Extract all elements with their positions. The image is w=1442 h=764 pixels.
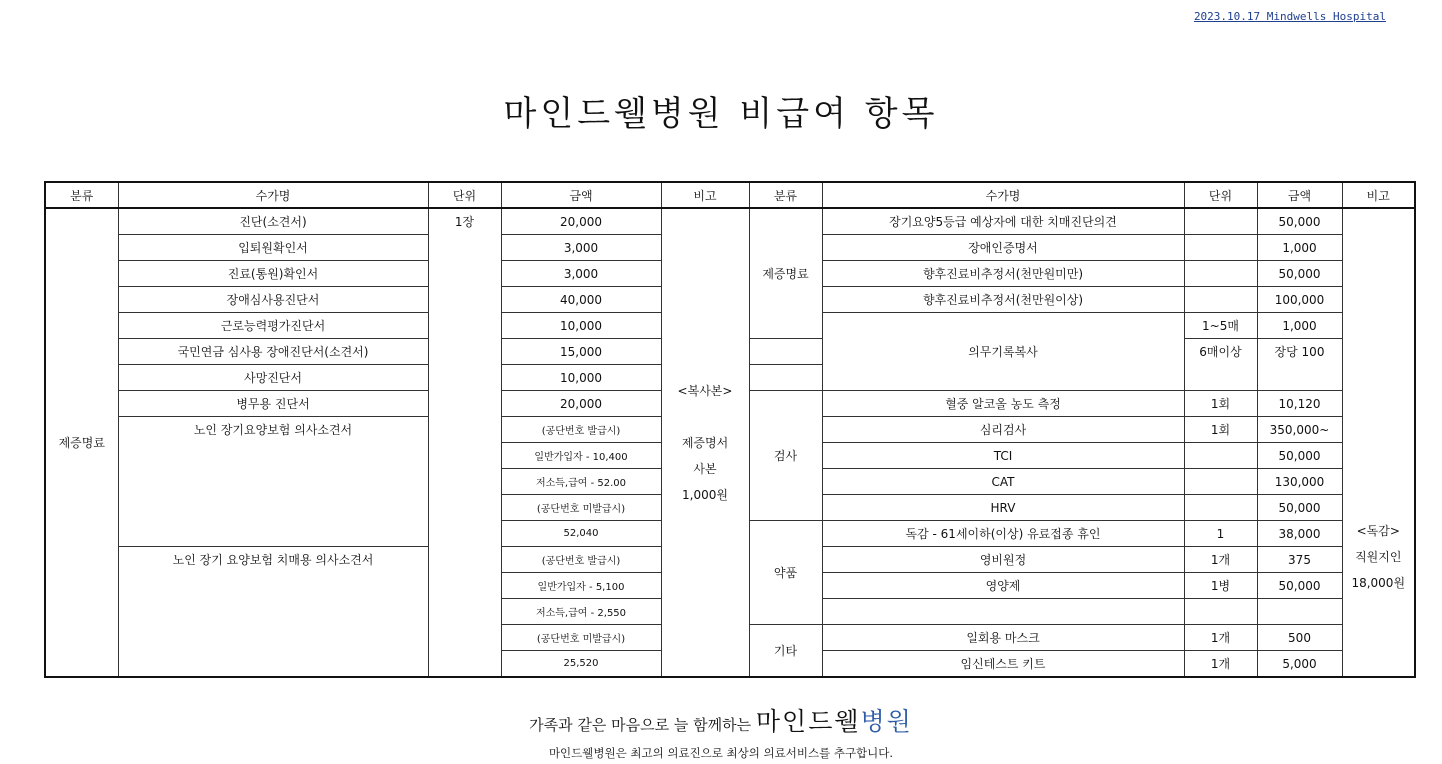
fee-unit: 1개 xyxy=(1184,651,1257,678)
fee-amount-line: (공단번호 미발급시) xyxy=(501,625,661,651)
fee-amount: 100,000 xyxy=(1257,287,1342,313)
fee-name: 일회용 마스크 xyxy=(822,625,1184,651)
header-unit: 단위 xyxy=(428,182,501,208)
right-category-cert-cont xyxy=(749,339,822,365)
fee-amount: 1,000 xyxy=(1257,313,1342,339)
header-note: 비고 xyxy=(1342,182,1415,208)
fee-amount: 1,000 xyxy=(1257,235,1342,261)
fee-amount-line: 저소득,급여 - 52.00 xyxy=(501,469,661,495)
fee-name: 사망진단서 xyxy=(118,365,428,391)
fee-amount: 3,000 xyxy=(501,235,661,261)
fee-name: 병무용 진단서 xyxy=(118,391,428,417)
note-line: 1,000원 xyxy=(682,487,728,502)
note-line: 직원지인 xyxy=(1355,550,1402,564)
fee-unit xyxy=(1184,261,1257,287)
fee-amount: 5,000 xyxy=(1257,651,1342,678)
fee-amount-line: (공단번호 미발급시) xyxy=(501,495,661,521)
table-header-row xyxy=(45,182,1415,208)
slogan xyxy=(0,702,1442,738)
fee-name: 진단(소견서) xyxy=(118,208,428,235)
note-line: 제증명서 xyxy=(681,435,729,450)
fee-amount-line: 25,520 xyxy=(501,651,661,678)
fee-unit xyxy=(1184,208,1257,235)
fee-name: 영양제 xyxy=(822,573,1184,599)
fee-unit: 1회 xyxy=(1184,417,1257,443)
note-line: 18,000원 xyxy=(1351,576,1406,590)
fee-amount-line: 저소득,급여 - 2,550 xyxy=(501,599,661,625)
fee-name: HRV xyxy=(822,495,1184,521)
fee-amount: 38,000 xyxy=(1257,521,1342,547)
header-category: 분류 xyxy=(45,182,118,208)
fee-amount: 15,000 xyxy=(501,339,661,365)
slogan-text: 가족과 같은 마음으로 늘 함께하는 xyxy=(529,716,752,734)
fee-amount: 장당 100 xyxy=(1257,339,1342,391)
fee-unit xyxy=(1184,469,1257,495)
header-date-line[interactable]: 2023.10.17 Mindwells Hospital xyxy=(1193,10,1386,23)
header-fee-name: 수가명 xyxy=(118,182,428,208)
brand-name: 마인드웰 xyxy=(755,707,861,736)
right-note xyxy=(1342,208,1415,677)
fee-name: 근로능력평가진단서 xyxy=(118,313,428,339)
fee-amount: 50,000 xyxy=(1257,573,1342,599)
fee-name: 심리검사 xyxy=(822,417,1184,443)
fee-unit xyxy=(1184,443,1257,469)
note-line: 사본 xyxy=(693,461,717,476)
fee-name: 입퇴원확인서 xyxy=(118,235,428,261)
fee-unit-empty xyxy=(1184,599,1257,625)
fee-unit xyxy=(1184,495,1257,521)
header-amount: 금액 xyxy=(501,182,661,208)
fee-name: 장애인증명서 xyxy=(822,235,1184,261)
fee-amount: 20,000 xyxy=(501,208,661,235)
brand-suffix: 병원 xyxy=(860,707,913,736)
fee-amount: 20,000 xyxy=(501,391,661,417)
fee-amount: 130,000 xyxy=(1257,469,1342,495)
fee-name-records: 의무기록복사 xyxy=(822,313,1184,391)
fee-amount-line: (공단번호 발급시) xyxy=(501,547,661,573)
fee-amount: 375 xyxy=(1257,547,1342,573)
fee-name: TCI xyxy=(822,443,1184,469)
right-category-cert-cont xyxy=(749,365,822,391)
header-unit: 단위 xyxy=(1184,182,1257,208)
fee-amount: 50,000 xyxy=(1257,443,1342,469)
fee-name: 진료(통원)확인서 xyxy=(118,261,428,287)
fee-unit: 1 xyxy=(1184,521,1257,547)
fee-amount: 50,000 xyxy=(1257,495,1342,521)
fee-amount-empty xyxy=(1257,599,1342,625)
fee-name: 임신테스트 키트 xyxy=(822,651,1184,678)
fee-unit: 1개 xyxy=(1184,547,1257,573)
left-note xyxy=(661,208,749,677)
note-line: <독감> xyxy=(1356,524,1400,538)
fee-amount: 10,000 xyxy=(501,365,661,391)
fee-amount: 50,000 xyxy=(1257,208,1342,235)
fee-amount-line: (공단번호 발급시) xyxy=(501,417,661,443)
header-fee-name: 수가명 xyxy=(822,182,1184,208)
fee-name-elder-1: 노인 장기요양보험 의사소견서 xyxy=(118,417,428,547)
fee-unit xyxy=(1184,287,1257,313)
fee-name: 영비원정 xyxy=(822,547,1184,573)
fee-amount: 10,000 xyxy=(501,313,661,339)
fee-amount: 500 xyxy=(1257,625,1342,651)
fee-name: CAT xyxy=(822,469,1184,495)
fee-amount-line: 일반가입자 - 5,100 xyxy=(501,573,661,599)
header-note: 비고 xyxy=(661,182,749,208)
fee-name-empty xyxy=(822,599,1184,625)
fee-name: 장기요양5등급 예상자에 대한 치매진단의견 xyxy=(822,208,1184,235)
fee-amount: 50,000 xyxy=(1257,261,1342,287)
left-unit: 1장 xyxy=(428,208,501,677)
fee-amount: 40,000 xyxy=(501,287,661,313)
fee-amount-line: 일반가입자 - 10,400 xyxy=(501,443,661,469)
fee-amount: 350,000~ xyxy=(1257,417,1342,443)
left-category: 제증명료 xyxy=(45,208,118,677)
fee-unit: 1회 xyxy=(1184,391,1257,417)
right-category-etc: 기타 xyxy=(749,625,822,678)
fee-name: 향후진료비추정서(천만원이상) xyxy=(822,287,1184,313)
table-row xyxy=(45,208,1415,235)
right-category-cert: 제증명료 xyxy=(749,208,822,339)
fee-name: 향후진료비추정서(천만원미만) xyxy=(822,261,1184,287)
footer-subtitle: 마인드웰병원은 최고의 의료진으로 최상의 의료서비스를 추구합니다. xyxy=(548,746,894,760)
fee-name-elder-2: 노인 장기 요양보험 치매용 의사소견서 xyxy=(118,547,428,678)
fee-unit: 6매이상 xyxy=(1184,339,1257,391)
fee-name: 국민연금 심사용 장애진단서(소견서) xyxy=(118,339,428,365)
fee-unit xyxy=(1184,235,1257,261)
page-title: 마인드웰병원 비급여 항목 xyxy=(503,94,939,134)
fee-unit: 1개 xyxy=(1184,625,1257,651)
fee-name: 혈중 알코올 농도 측정 xyxy=(822,391,1184,417)
right-category-drug: 약품 xyxy=(749,521,822,625)
fee-name: 장애심사용진단서 xyxy=(118,287,428,313)
fee-table xyxy=(44,181,1416,678)
right-category-exam: 검사 xyxy=(749,391,822,521)
note-line: <복사본> xyxy=(677,383,733,398)
fee-name: 독감 - 61세이하(이상) 유료접종 휴인 xyxy=(822,521,1184,547)
fee-amount: 10,120 xyxy=(1257,391,1342,417)
fee-unit: 1~5매 xyxy=(1184,313,1257,339)
header-amount: 금액 xyxy=(1257,182,1342,208)
fee-amount-line: 52,040 xyxy=(501,521,661,547)
header-category: 분류 xyxy=(749,182,822,208)
fee-amount: 3,000 xyxy=(501,261,661,287)
fee-unit: 1병 xyxy=(1184,573,1257,599)
